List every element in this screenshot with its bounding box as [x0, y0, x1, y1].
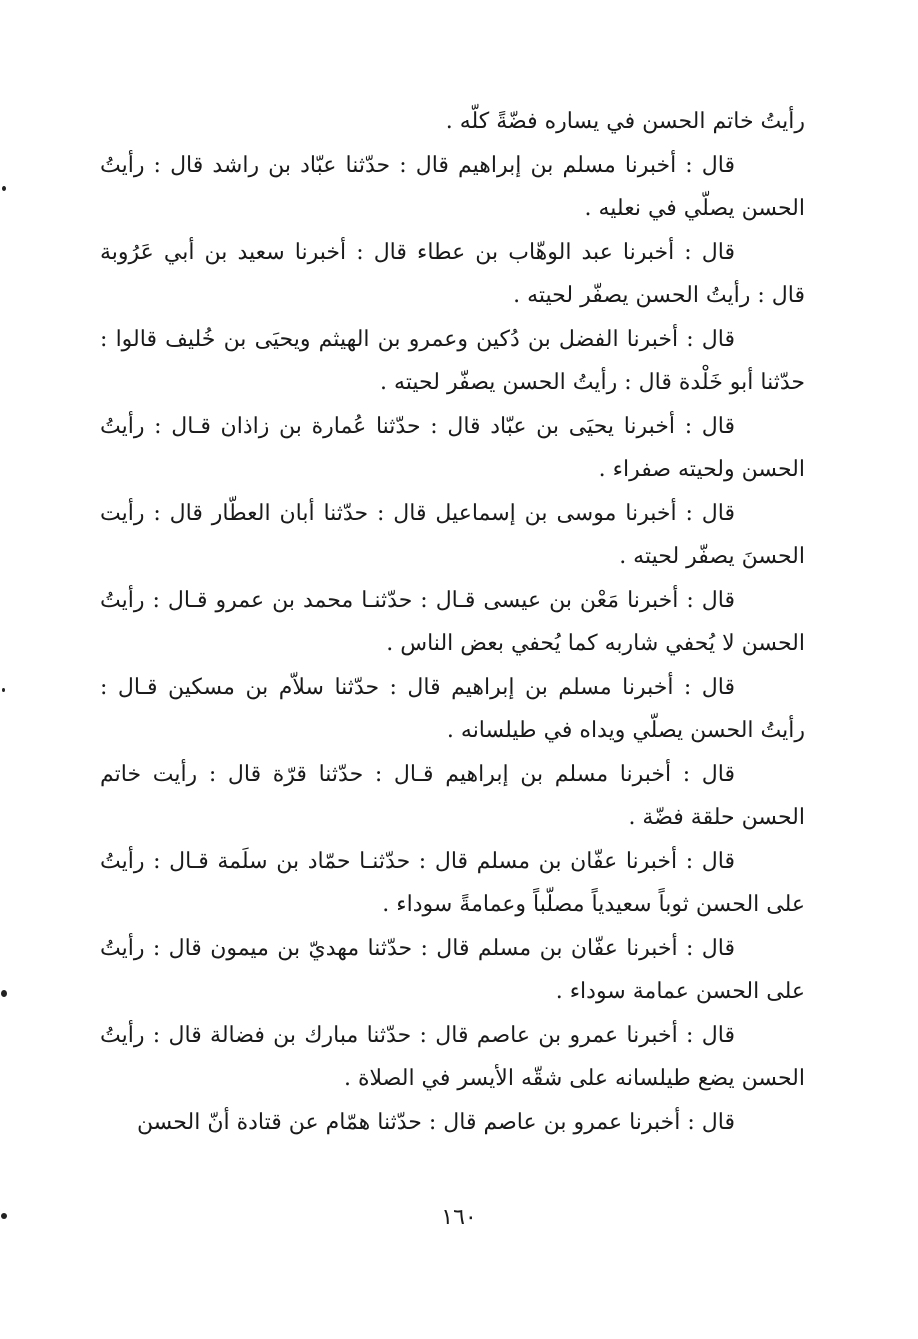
paragraph-9: قال : أخبرنا مسلم بن إبراهيم قـال : حدّثنا قرّة قال : رأيت خاتم الحسن حلقة فضّة . [100, 761, 805, 830]
paragraph-10: قال : أخبرنا عفّان بن مسلم قال : حدّثنـا حمّاد بن سلَمة قـال : رأيتُ على الحسن ثوباً سعيدياً مصلّباً وعمامةً سوداء . [100, 848, 805, 917]
paragraph-5: قال : أخبرنا يحيَى بن عبّاد قال : حدّثنا عُمارة بن زاذان قـال : رأيتُ الحسن ولحيته صفراء . [100, 413, 805, 482]
paragraph-3: قال : أخبرنا عبد الوهّاب بن عطاء قال : أخبرنا سعيد بن أبي عَرُوبة قال : رأيتُ الحسن يصفّر لحيته . [100, 239, 805, 308]
paragraph-6: قال : أخبرنا موسى بن إسماعيل قال : حدّثنا أبان العطّار قال : رأيت الحسنَ يصفّر لحيته . [100, 500, 805, 569]
scan-speck [2, 186, 6, 191]
paragraph-13: قال : أخبرنا عمرو بن عاصم قال : حدّثنا همّام عن قتادة أنّ الحسن [136, 1109, 735, 1135]
paragraph-12: قال : أخبرنا عمرو بن عاصم قال : حدّثنا مبارك بن فضالة قال : رأيتُ الحسن يضع طيلسانه على شقّه الأيسر في الصلاة . [100, 1022, 805, 1091]
scan-speck [1, 1213, 7, 1219]
paragraph-8: قال : أخبرنا مسلم بن إبراهيم قال : حدّثنا سلاّم بن مسكين قـال : رأيتُ الحسن يصلّي ويداه في طيلسانه . [100, 674, 805, 743]
page-number: ١٦٠ [441, 1205, 477, 1230]
body-text [100, 100, 805, 1144]
paragraph-4: قال : أخبرنا الفضل بن دُكين وعمرو بن الهيثم ويحيَى بن خُليف قالوا : حدّثنا أبو خَلْدة قال : رأيتُ الحسن يصفّر لحيته . [100, 326, 805, 395]
scan-speck [2, 688, 5, 692]
scan-speck [1, 990, 7, 997]
paragraph-7: قال : أخبرنا مَعْن بن عيسى قـال : حدّثنـا محمد بن عمرو قـال : رأيتُ الحسن لا يُحفي شاربه كما يُحفي بعض الناس . [100, 587, 805, 656]
paragraph-2: قال : أخبرنا مسلم بن إبراهيم قال : حدّثنا عبّاد بن راشد قال : رأيتُ الحسن يصلّي في نعليه . [100, 152, 805, 221]
paragraph-1: رأيتُ خاتم الحسن في يساره فضّةً كلّه . [445, 109, 805, 134]
paragraph-11: قال : أخبرنا عفّان بن مسلم قال : حدّثنا مهديّ بن ميمون قال : رأيتُ على الحسن عمامة سوداء . [100, 935, 805, 1004]
